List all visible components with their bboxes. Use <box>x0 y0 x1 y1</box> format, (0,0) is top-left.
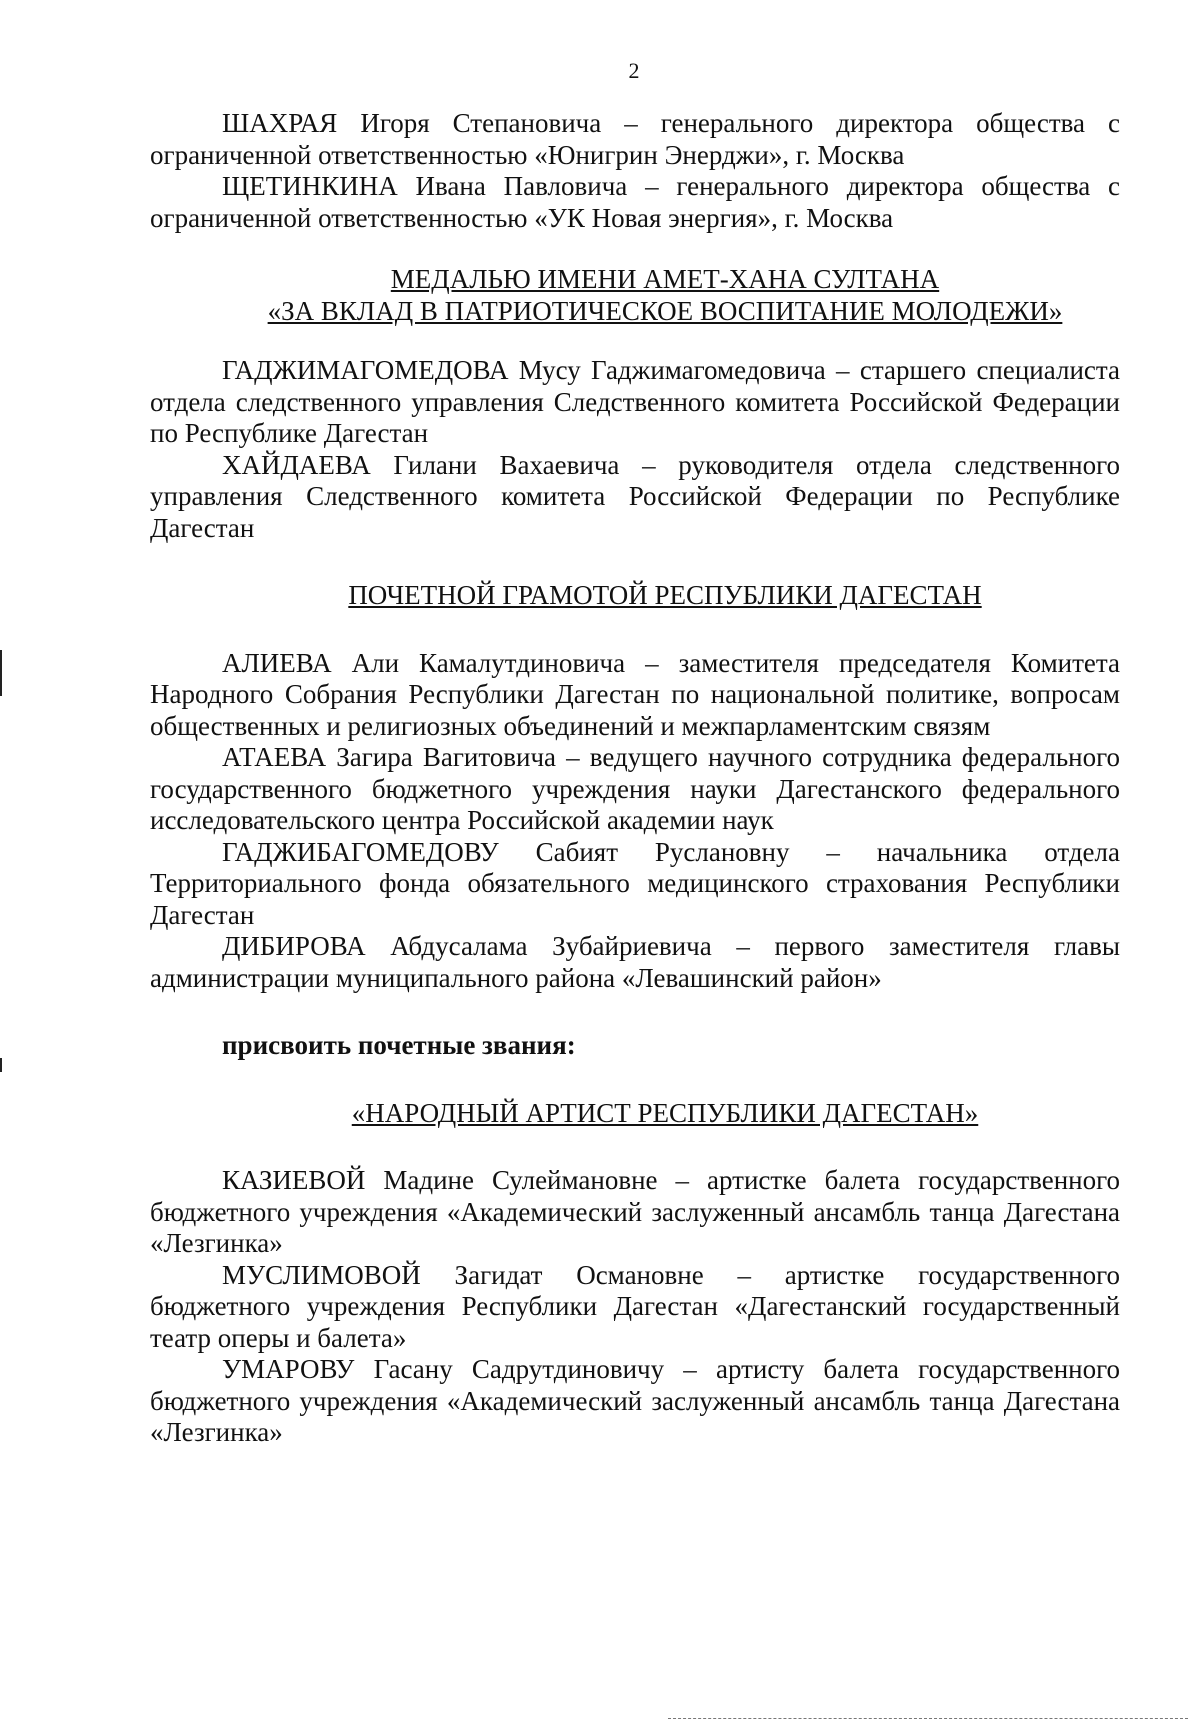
award-entry-aliev: АЛИЕВА Али Камалутдиновича – заместителя председателя Комитета Народного Собрания Республики Дагестан по национальной политике, вопросам общественных и религиозных объединений и межпарламентским связям <box>150 647 1120 741</box>
section-title-medal-line-2: «ЗА ВКЛАД В ПАТРИОТИЧЕСКОЕ ВОСПИТАНИЕ МОЛОДЕЖИ» <box>267 295 1063 326</box>
award-entry-umarov: УМАРОВУ Гасану Садрутдиновичу – артисту балета государственного бюджетного учреждения «Академический заслуженный ансамбль танца Дагестана «Лезгинка» <box>150 1354 1120 1447</box>
award-entry-shakhray: ШАХРАЯ Игоря Степановича – генерального директора общества с ограниченной ответственностью «Юнигрин Энерджи», г. Москва <box>150 108 1120 170</box>
award-entry-gadzhimagomedov: ГАДЖИМАГОМЕДОВА Мусу Гаджимагомедовича – старшего специалиста отдела следственного управления Следственного комитета Российской Федерации по Республике Дагестан <box>150 355 1120 448</box>
page-number: 2 <box>628 58 640 83</box>
award-entry-shchetinkin: ЩЕТИНКИНА Ивана Павловича – генерального директора общества с ограниченной ответственностью «УК Новая энергия», г. Москва <box>150 171 1120 233</box>
award-entry-khaydaev: ХАЙДАЕВА Гилани Вахаевича – руководителя отдела следственного управления Следственного комитета Российской Федерации по Республике Дагестан <box>150 449 1120 543</box>
scan-edge-mark <box>0 650 2 696</box>
award-entry-gadzhibagomedova: ГАДЖИБАГОМЕДОВУ Сабият Руслановну – начальника отдела Территориального фонда обязательного медицинского страхования Республики Дагестан <box>150 836 1120 930</box>
scan-edge-mark <box>0 1058 2 1072</box>
document-body <box>150 108 1120 1449</box>
scan-bottom-rule <box>668 1718 1188 1720</box>
section-title-gramota: ПОЧЕТНОЙ ГРАМОТОЙ РЕСПУБЛИКИ ДАГЕСТАН <box>348 580 982 610</box>
honorary-titles-heading: присвоить почетные звания: <box>222 1030 576 1060</box>
award-entry-muslimova: МУСЛИМОВОЙ Загидат Османовне – артистке государственного бюджетного учреждения Республики Дагестан «Дагестанский государственный театр оперы и балета» <box>150 1259 1120 1353</box>
section-title-peoples-artist: «НАРОДНЫЙ АРТИСТ РЕСПУБЛИКИ ДАГЕСТАН» <box>351 1097 979 1128</box>
award-entry-ataev: АТАЕВА Загира Вагитовича – ведущего научного сотрудника федерального государственного бюджетного учреждения науки Дагестанского федерального исследовательского центра Российской академии наук <box>150 742 1120 835</box>
award-entry-dibirov: ДИБИРОВА Абдусалама Зубайриевича – первого заместителя главы администрации муниципального района «Левашинский район» <box>150 931 1120 993</box>
section-title-medal-line-1: МЕДАЛЬЮ ИМЕНИ АМЕТ-ХАНА СУЛТАНА <box>390 264 940 294</box>
award-entry-kazieva: КАЗИЕВОЙ Мадине Сулеймановне – артистке балета государственного бюджетного учреждения «Академический заслуженный ансамбль танца Дагестана «Лезгинка» <box>150 1165 1120 1258</box>
